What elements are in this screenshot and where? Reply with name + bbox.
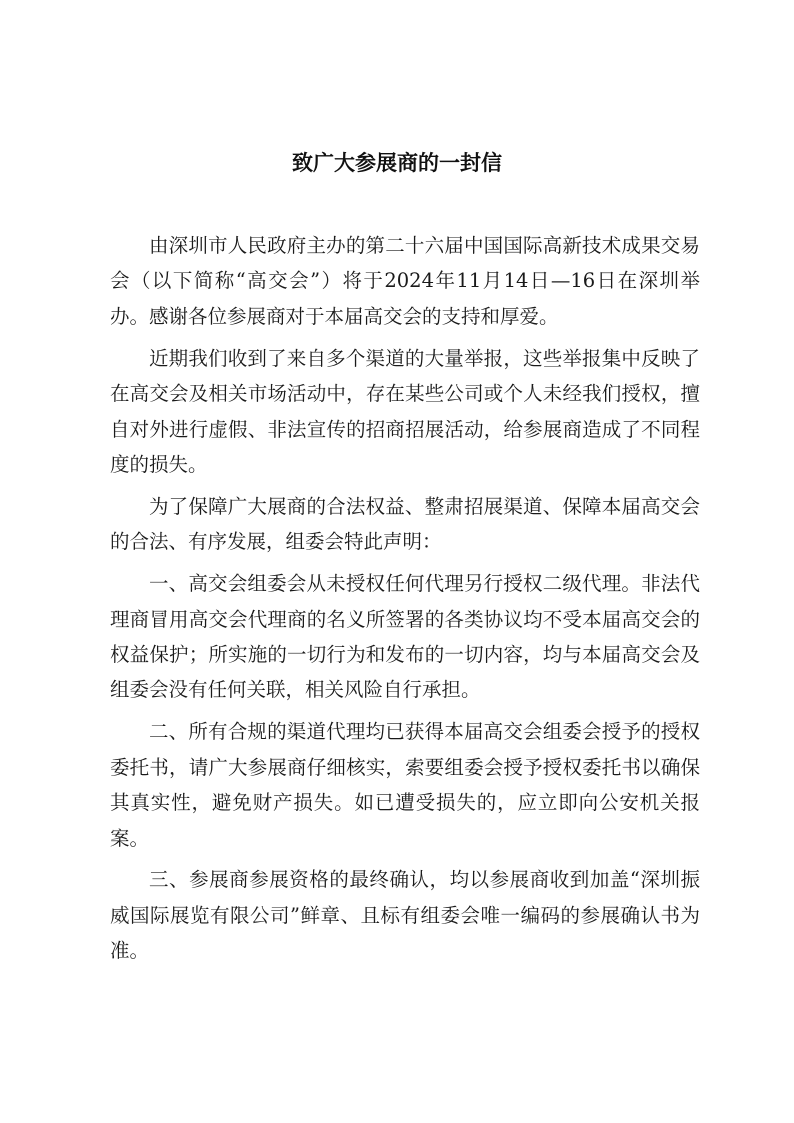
paragraph-item-two: 二、所有合规的渠道代理均已获得本届高交会组委会授予的授权委托书，请广大参展商仔细核实，索要组委会授予授权委托书以确保其真实性，避免财产损失。如已遭受损失的，应立即向公安机关报案。 [110, 720, 700, 850]
paragraph-statement-intro: 为了保障广大展商的合法权益、整肃招展渠道、保障本届高交会的合法、有序发展，组委会特此声明： [110, 494, 700, 554]
document-title: 致广大参展商的一封信 [292, 151, 502, 175]
paragraph-reports: 近期我们收到了来自多个渠道的大量举报，这些举报集中反映了在高交会及相关市场活动中，存在某些公司或个人未经我们授权，擅自对外进行虚假、非法宣传的招商招展活动，给参展商造成了不同程度的损失。 [110, 346, 700, 476]
document-body [110, 228, 700, 975]
paragraph-intro: 由深圳市人民政府主办的第二十六届中国国际高新技术成果交易会（以下简称“高交会”）将于2024年11月14日—16日在深圳举办。感谢各位参展商对于本届高交会的支持和厚爱。 [110, 234, 700, 328]
paragraph-item-three: 三、参展商参展资格的最终确认，均以参展商收到加盖“深圳振威国际展览有限公司”鲜章、且标有组委会唯一编码的参展确认书为准。 [110, 868, 700, 963]
paragraph-item-one: 一、高交会组委会从未授权任何代理另行授权二级代理。非法代理商冒用高交会代理商的名义所签署的各类协议均不受本届高交会的权益保护；所实施的一切行为和发布的一切内容，均与本届高交会及组委会没有任何关联，相关风险自行承担。 [110, 572, 700, 702]
